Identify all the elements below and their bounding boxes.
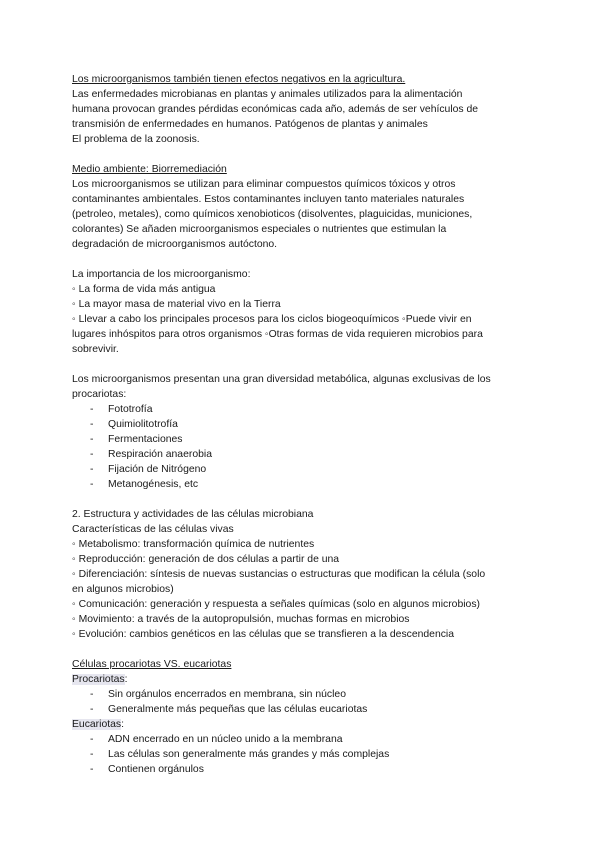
- eucariotas-label-line: [72, 717, 532, 732]
- text-line: transmisión de enfermedades en humanos. Patógenos de plantas y animales: [72, 119, 428, 130]
- text-line: contaminantes ambientales. Estos contaminantes incluyen tanto materiales naturales: [72, 194, 465, 205]
- bullet-line: ◦ Evolución: cambios genéticos en las células que se transfieren a la descendencia: [72, 629, 455, 640]
- heading-agricultura: Los microorganismos también tienen efectos negativos en la agricultura.: [72, 74, 406, 85]
- text-line: El problema de la zoonosis.: [72, 134, 200, 145]
- list-item: - ADN encerrado en un núcleo unido a la membrana: [72, 732, 532, 747]
- text-line: Las enfermedades microbianas en plantas y animales utilizados para la alimentación: [72, 89, 463, 100]
- bullet-line: ◦ La mayor masa de material vivo en la Tierra: [72, 299, 281, 310]
- spacer: [72, 357, 532, 372]
- list-item: - Sin orgánulos encerrados en membrana, sin núcleo: [72, 687, 532, 702]
- heading-procariotas-vs-eucariotas: Células procariotas VS. eucariotas: [72, 659, 232, 670]
- text-line: degradación de microorganismos autóctono.: [72, 239, 278, 250]
- spacer: [72, 492, 532, 507]
- text-line: (petroleo, metales), como químicos xenobioticos (disolventes, plaguicidas, municiones,: [72, 209, 473, 220]
- list-item: - Fototrofía: [72, 402, 532, 417]
- eucariotas-list: [72, 732, 532, 777]
- list-item: - Las células son generalmente más grandes y más complejas: [72, 747, 532, 762]
- eucariotas-label: Eucariotas: [72, 719, 122, 730]
- section-title: 2. Estructura y actividades de las células microbiana: [72, 509, 314, 520]
- colon: :: [121, 719, 124, 730]
- spacer: [72, 642, 532, 657]
- text-line: colorantes) Se añaden microorganismos especiales o nutrientes que estimulan la: [72, 224, 447, 235]
- list-item: - Quimiolitotrofía: [72, 417, 532, 432]
- bullet-line: ◦ La forma de vida más antigua: [72, 284, 216, 295]
- list-item: - Contienen orgánulos: [72, 762, 532, 777]
- list-item: - Generalmente más pequeñas que las células eucariotas: [72, 702, 532, 717]
- list-item: - Metanogénesis, etc: [72, 477, 532, 492]
- bullet-line: ◦ Movimiento: a través de la autopropulsión, muchas formas en microbios: [72, 614, 410, 625]
- spacer: [72, 252, 532, 267]
- bullet-line: ◦ Diferenciación: síntesis de nuevas sustancias o estructuras que modifican la célula (solo: [72, 569, 486, 580]
- procariotas-label: Procariotas: [72, 674, 125, 685]
- list-item: - Fijación de Nitrógeno: [72, 462, 532, 477]
- list-item: - Respiración anaerobia: [72, 447, 532, 462]
- procariotas-list: [72, 687, 532, 717]
- text-line: Los microorganismos se utilizan para eliminar compuestos químicos tóxicos y otros: [72, 179, 456, 190]
- text-line: Los microorganismos presentan una gran diversidad metabólica, algunas exclusivas de los: [72, 374, 491, 385]
- text-line: en algunos microbios): [72, 584, 174, 595]
- bullet-line: ◦ Metabolismo: transformación química de nutrientes: [72, 539, 315, 550]
- list-item: - Fermentaciones: [72, 432, 532, 447]
- colon: :: [124, 674, 128, 685]
- text-line: La importancia de los microorganismo:: [72, 269, 251, 280]
- document-body: [72, 72, 532, 777]
- procariotas-label-line: [72, 672, 532, 687]
- text-line: Características de las células vivas: [72, 524, 234, 535]
- heading-biorremediacion: Medio ambiente: Biorremediación: [72, 164, 227, 175]
- bullet-line: ◦ Comunicación: generación y respuesta a señales químicas (solo en algunos microbios): [72, 599, 480, 610]
- bullet-line: ◦ Reproducción: generación de dos células a partir de una: [72, 554, 340, 565]
- spacer: [72, 147, 532, 162]
- text-line: humana provocan grandes pérdidas económicas cada año, además de ser vehículos de: [72, 104, 479, 115]
- text-line: sobrevivir.: [72, 344, 119, 355]
- metabolism-list: [72, 402, 532, 492]
- bullet-line: ◦ Llevar a cabo los principales procesos para los ciclos biogeoquímicos ◦Puede vivir en: [72, 314, 472, 325]
- text-line: procariotas:: [72, 389, 127, 400]
- text-line: lugares inhóspitos para otros organismos ◦Otras formas de vida requieren microbios para: [72, 329, 483, 340]
